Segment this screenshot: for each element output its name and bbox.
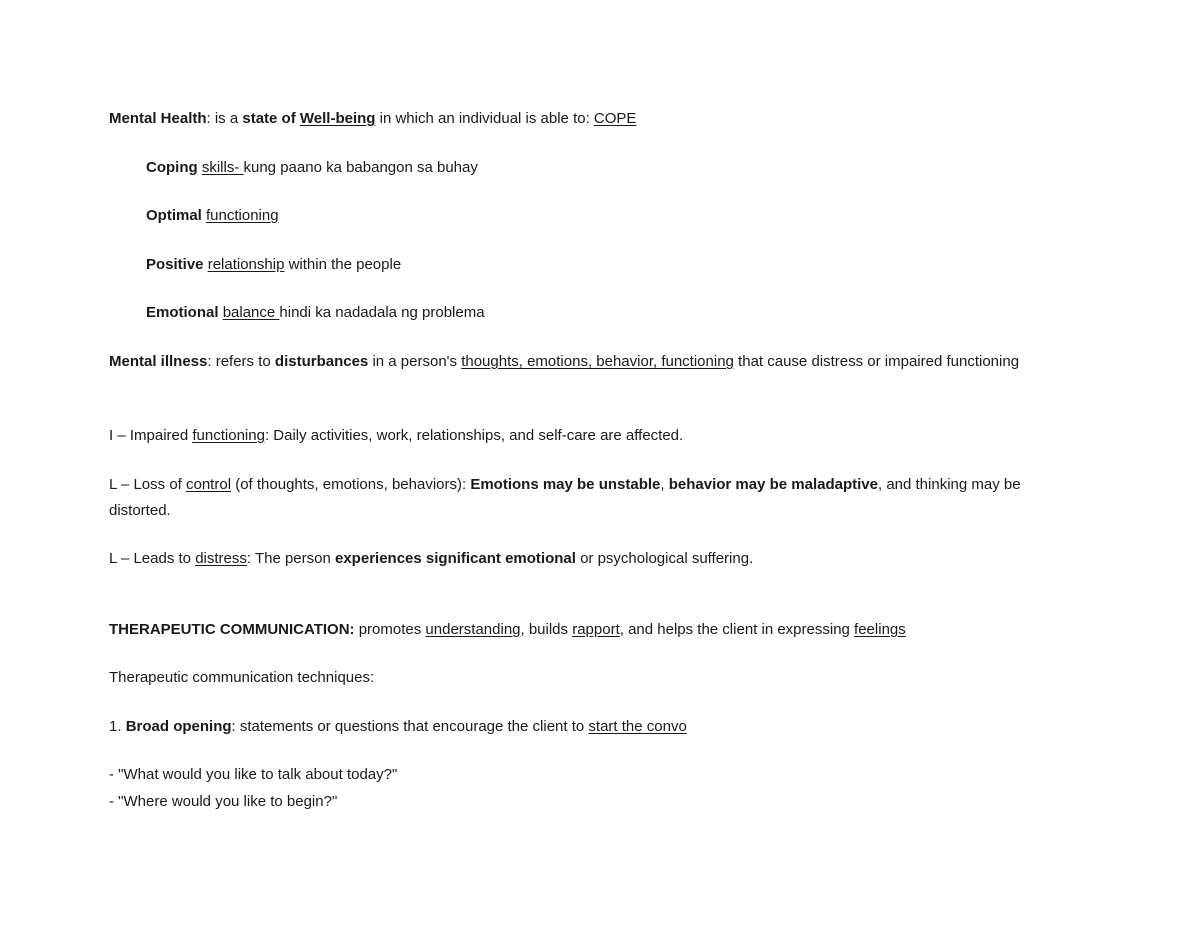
cope-acronym: COPE [593, 110, 637, 127]
cope-item-coping: Coping skills- kung paano ka babangon sa buhay [146, 159, 478, 176]
mental-illness-definition: Mental illness: refers to disturbances in a person's thoughts, emotions, behavior, functioning that cause distress or impaired functioning [109, 353, 1020, 370]
techniques-heading: Therapeutic communication techniques: [109, 669, 375, 686]
ill-item-impaired: I – Impaired functioning: Daily activities, work, relationships, and self-care are affected. [109, 427, 684, 444]
term-mental-health: Mental Health [109, 110, 207, 127]
example-line: - "Where would you like to begin?" [109, 793, 338, 810]
term-therapeutic-communication: THERAPEUTIC COMMUNICATION: [109, 621, 355, 638]
example-line: - "What would you like to talk about today?" [109, 766, 398, 783]
therapeutic-communication-definition: THERAPEUTIC COMMUNICATION: promotes understanding, builds rapport, and helps the client in expressing feelings [109, 621, 906, 638]
technique-broad-opening: 1. Broad opening: statements or questions that encourage the client to start the convo [109, 718, 687, 735]
cope-item-positive: Positive relationship within the people [146, 256, 402, 273]
mental-health-definition: Mental Health: is a state of Well-being in which an individual is able to: COPE [109, 110, 637, 127]
cope-item-optimal: Optimal functioning [146, 207, 279, 224]
ill-item-leads-to-distress: L – Leads to distress: The person experiences significant emotional or psychological suffering. [109, 550, 754, 567]
cope-item-emotional: Emotional balance hindi ka nadadala ng problema [146, 304, 485, 321]
term-mental-illness: Mental illness [109, 353, 208, 370]
ill-item-loss-of-control: L – Loss of control (of thoughts, emotions, behaviors): Emotions may be unstable, behavior may be maladaptive, and thinking may be distorted. [109, 476, 1021, 519]
